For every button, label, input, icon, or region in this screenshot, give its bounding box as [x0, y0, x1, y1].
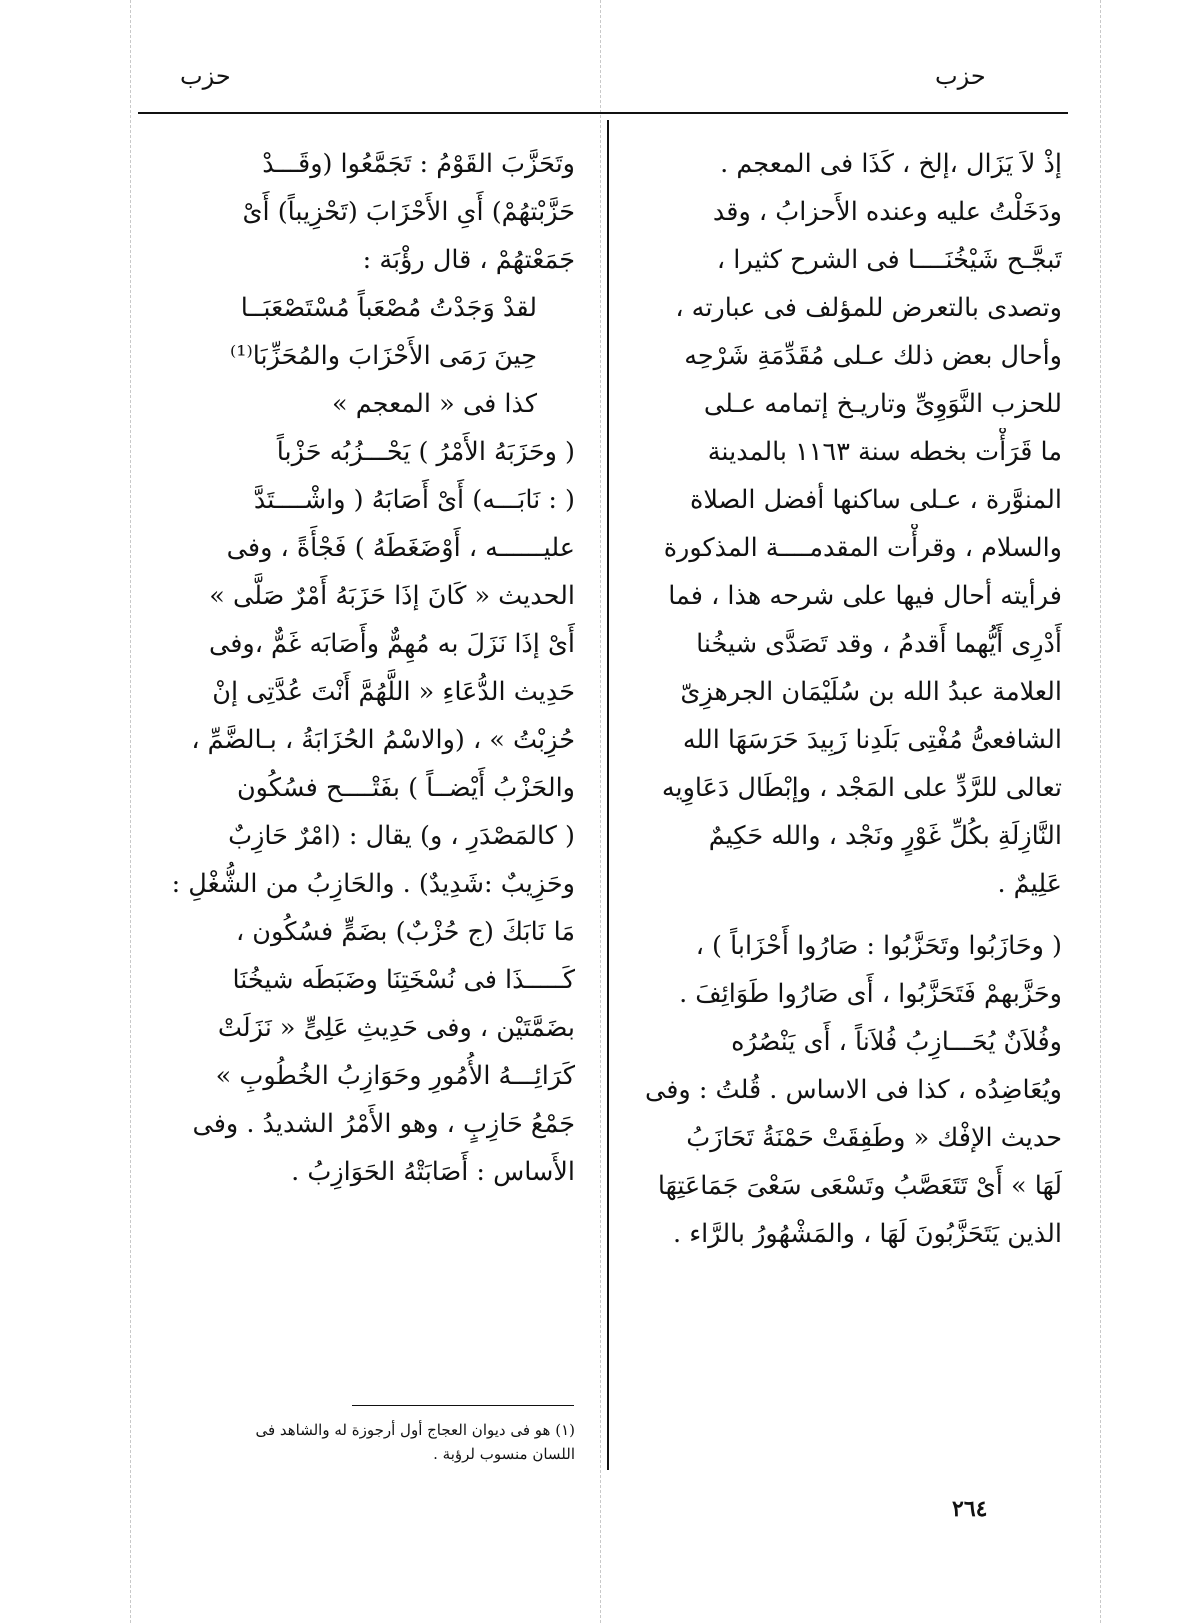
column-divider [607, 120, 609, 1470]
text-line: ودَخَلْتُ عليه وعنده الأَحزابُ ، وقد [712, 197, 1062, 227]
left-column [150, 140, 575, 1196]
text-line: ( كالمَصْدَرِ ، و) يقال : (امْرٌ حَازِبٌ [228, 821, 575, 851]
text-line: عليــــــه ، أَوْضَغَطَهُ ) فَجْأَةً ، وفى [226, 533, 575, 563]
text-line: حَزَّبْتهُمْ) أَىِ الأَحْزَابَ (تَحْزِيباً) أَىْ [242, 197, 575, 227]
footnote-line: (١) هو فى ديوان العجاج أول أرجوزة له والشاهد فى [255, 1421, 575, 1439]
verse-line: حِينَ رَمَى الأَحْزَابَ والمُحَزِّبَا⁽¹⁾ [229, 341, 537, 371]
text-line: حديث الإفْك « وطَفِقَتْ حَمْنَةُ تَحَازَبُ [686, 1123, 1062, 1153]
text-line: بضَمَّتَيْن ، وفى حَدِيثِ عَلِىٍّ « نَزَلَتْ [217, 1013, 575, 1043]
text-line: وأحال بعض ذلك عـلى مُقَدِّمَةِ شَرْحِه [684, 341, 1062, 371]
footnote-rule [352, 1405, 574, 1406]
text-line: الذين يَتَحَزَّبُونَ لَهَا ، والمَشْهُورُ بالرَّاء . [672, 1219, 1062, 1249]
text-line: وتصدى بالتعرض للمؤلف فى عبارته ، [675, 293, 1062, 323]
text-line: جَمْعُ حَازِبٍ ، وهو الأَمْرُ الشديدُ . وفى [192, 1109, 575, 1139]
text-line: كَـــــذَا فى نُسْخَتِنَا وضَبَطَه شيخُنَا [232, 965, 575, 995]
text-line: حُزِبْتُ » ، (والاسْمُ الحُزَابَةُ ، بـالضَّمِّ ، [191, 725, 575, 755]
text-line: مَا نَابَكَ (ج حُزْبٌ) بضَمٍّ فسُكُون ، [235, 917, 575, 947]
running-header-right: حزب [935, 62, 986, 90]
right-column [632, 140, 1062, 1258]
text-line: للحزب النَّوَوِىِّ وتاريـخ إتمامه عـلى [703, 389, 1062, 419]
text-line: ( : نَابَـــه) أَىْ أَصَابَهُ ( واشْــــتَدَّ [253, 485, 575, 515]
verse-line: لقدْ وَجَدْتُ مُصْعَباً مُسْتَصْعَبَــا [240, 293, 537, 323]
paragraph-gap [632, 908, 1062, 922]
text-line: العلامة عبدُ الله بن سُلَيْمَان الجرهزِىّ [680, 677, 1062, 707]
text-line: كذا فى « المعجم » [331, 389, 537, 419]
text-line: وفُلاَنٌ يُحَـــازِبُ فُلاَناً ، أَى يَنْصُرُه [731, 1027, 1062, 1057]
text-line: إذْ لاَ يَزَال ،إلخ ، كَذَا فى المعجم . [720, 149, 1062, 179]
text-line: والحَزْبُ أَيْضــاً ) بفَتْــــح فسُكُون [236, 773, 575, 803]
text-line: الحديث « كَانَ إذَا حَزَبَهُ أَمْرٌ صَلَّى » [209, 581, 575, 611]
text-line: الشافعىُّ مُفْتِى بَلَدِنا زَبِيدَ حَرَسَهَا الله [682, 725, 1062, 755]
text-line: وحَزَّبهمْ فَتَحَزَّبُوا ، أَى صَارُوا طَوَائِفَ . [679, 979, 1062, 1009]
text-line: فرأيته أحال فيها على شرحه هذا ، فما [668, 581, 1062, 611]
text-line: الأَساس : أَصَابَتْهُ الحَوَازِبُ . [291, 1157, 575, 1187]
scan-guide-line [600, 0, 601, 1623]
text-line: تعالى للرَّدِّ على المَجْد ، وإبْطَال دَعَاوِيه [661, 773, 1062, 803]
text-line: المنوَّرة ، عـلى ساكنها أفضل الصلاة [689, 485, 1062, 515]
text-line: النَّازِلَةِ بكُلِّ غَوْرٍ ونَجْد ، والله حَكِيمٌ [708, 821, 1062, 851]
header-rule [138, 112, 1068, 114]
text-line: ويُعَاضِدُه ، كذا فى الاساس . قُلتُ : وفى [644, 1075, 1062, 1105]
page-number: ٢٦٤ [952, 1496, 988, 1522]
text-line: ( وحَازَبُوا وتَحَزَّبُوا : صَارُوا أَحْزَاباً ) ، [695, 931, 1062, 961]
text-line: حَدِيث الدُّعَاءِ « اللَّهُمَّ أَنْتَ عُدَّتِى إنْ [212, 677, 575, 707]
text-line: أَىْ إذَا نَزَلَ به مُهِمٌّ وأَصَابَه غَمٌّ ،وفى [208, 629, 575, 659]
text-line: أَدْرِى أَيُّهما أَقدمُ ، وقد تَصَدَّى شيخُنا [696, 629, 1062, 659]
text-line: ما قَرَأْت بخطه سنة ١١٦٣ بالمدينة [707, 437, 1062, 467]
text-line: وتَحَزَّبَ القَوْمُ : تَجَمَّعُوا (وقَـــدْ [262, 149, 575, 179]
text-line: ( وحَزَبَهُ الأَمْرُ ) يَحْـــزُبُه حَزْباً [276, 437, 575, 467]
footnote-line: اللسان منسوب لرؤبة . [433, 1445, 575, 1463]
text-line: تَبجَّـح شَيْخُنَــــا فى الشرح كثيرا ، [716, 245, 1062, 275]
text-line: لَهَا » أَىْ تَتَعَصَّبُ وتَسْعَى سَعْىَ جَمَاعَتِهَا [657, 1171, 1062, 1201]
text-line: والسلام ، وقرأْت المقدمــــة المذكورة [663, 533, 1062, 563]
text-line: عَلِيمٌ . [997, 869, 1062, 899]
scan-guide-line [1100, 0, 1101, 1623]
text-line: كَرَائِـــهُ الأُمُورِ وحَوَازِبُ الخُطُوبِ » [215, 1061, 575, 1091]
scan-guide-line [130, 0, 131, 1623]
footnote [150, 1418, 575, 1466]
text-line: جَمَعْتهُمْ ، قال رؤْبَة : [362, 245, 575, 275]
running-header-left: حزب [180, 62, 231, 90]
text-line: وحَزِيبٌ :شَدِيدٌ) . والحَازِبُ من الشُّغْلِ : [171, 869, 575, 899]
